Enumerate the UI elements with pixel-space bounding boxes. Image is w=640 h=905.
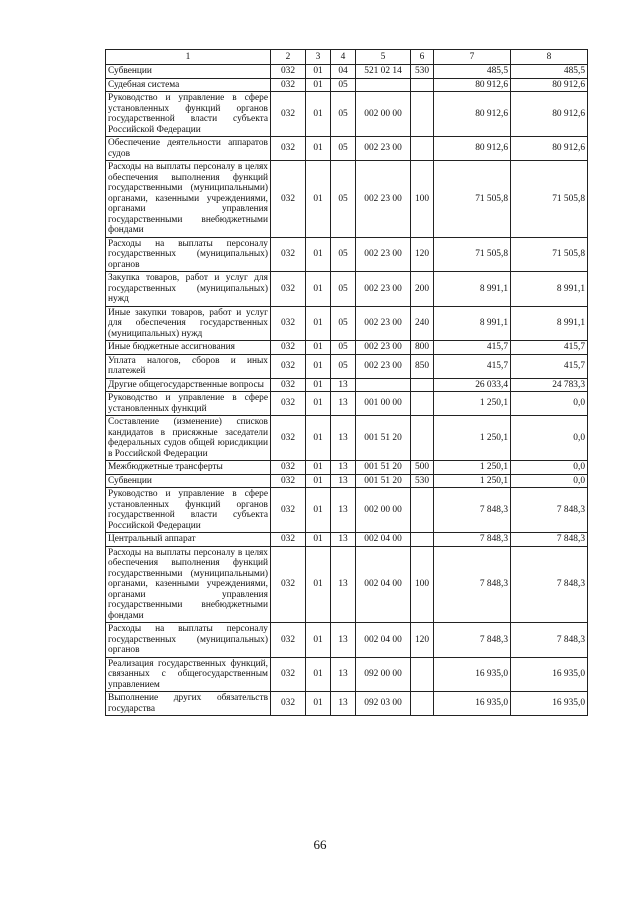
table-row [106,341,588,355]
target-article-cell: 002 23 00 [356,237,411,272]
code-cell: 032 [271,474,306,488]
amount-cell: 0,0 [511,474,588,488]
target-article-cell: 002 23 00 [356,137,411,161]
amount-cell: 26 033,4 [434,378,511,392]
row-name-cell: Закупка товаров, работ и услуг для государственных (муниципальных) нужд [106,272,271,307]
row-name-cell: Расходы на выплаты персоналу в целях обеспечения выполнения функций государственными (муниципальными) органами, казенными учреждениями, органами управления государственными внебюджетными фондами [106,161,271,238]
target-article-cell: 002 23 00 [356,306,411,341]
amount-cell: 1 250,1 [434,461,511,475]
subsection-cell: 13 [331,657,356,692]
budget-table [105,49,588,716]
code-cell: 032 [271,78,306,92]
row-name-cell: Субвенции [106,65,271,79]
subsection-cell: 05 [331,161,356,238]
header-cell: 6 [411,50,434,65]
table-row [106,546,588,623]
amount-cell: 485,5 [434,65,511,79]
target-article-cell: 521 02 14 [356,65,411,79]
target-article-cell: 002 23 00 [356,354,411,378]
row-name-cell: Центральный аппарат [106,533,271,547]
section-cell: 01 [306,137,331,161]
section-cell: 01 [306,623,331,658]
table-row [106,392,588,416]
code-cell: 032 [271,65,306,79]
table-header [106,50,588,65]
row-name-cell: Судебная система [106,78,271,92]
table-row [106,488,588,533]
amount-cell: 16 935,0 [511,692,588,716]
table-row [106,137,588,161]
expense-type-cell: 100 [411,546,434,623]
subsection-cell: 05 [331,341,356,355]
table-row [106,306,588,341]
section-cell: 01 [306,354,331,378]
amount-cell: 1 250,1 [434,474,511,488]
amount-cell: 7 848,3 [511,533,588,547]
subsection-cell: 13 [331,623,356,658]
subsection-cell: 13 [331,378,356,392]
code-cell: 032 [271,623,306,658]
table-row [106,461,588,475]
amount-cell: 7 848,3 [511,623,588,658]
section-cell: 01 [306,272,331,307]
amount-cell: 1 250,1 [434,416,511,461]
expense-type-cell: 500 [411,461,434,475]
table-row [106,378,588,392]
amount-cell: 7 848,3 [434,546,511,623]
amount-cell: 8 991,1 [434,306,511,341]
section-cell: 01 [306,78,331,92]
code-cell: 032 [271,657,306,692]
expense-type-cell: 800 [411,341,434,355]
table-row [106,533,588,547]
expense-type-cell: 120 [411,623,434,658]
code-cell: 032 [271,533,306,547]
subsection-cell: 13 [331,533,356,547]
subsection-cell: 13 [331,461,356,475]
subsection-cell: 05 [331,272,356,307]
target-article-cell [356,78,411,92]
amount-cell: 80 912,6 [434,78,511,92]
table-row [106,474,588,488]
target-article-cell: 001 00 00 [356,392,411,416]
section-cell: 01 [306,416,331,461]
expense-type-cell: 200 [411,272,434,307]
code-cell: 032 [271,341,306,355]
table-row [106,657,588,692]
expense-type-cell [411,378,434,392]
expense-type-cell [411,137,434,161]
row-name-cell: Межбюджетные трансферты [106,461,271,475]
header-cell: 1 [106,50,271,65]
subsection-cell: 04 [331,65,356,79]
table-row [106,416,588,461]
amount-cell: 71 505,8 [511,237,588,272]
section-cell: 01 [306,306,331,341]
table-row [106,692,588,716]
amount-cell: 80 912,6 [511,78,588,92]
row-name-cell: Другие общегосударственные вопросы [106,378,271,392]
expense-type-cell: 100 [411,161,434,238]
section-cell: 01 [306,392,331,416]
section-cell: 01 [306,692,331,716]
header-cell: 2 [271,50,306,65]
amount-cell: 8 991,1 [434,272,511,307]
subsection-cell: 13 [331,392,356,416]
amount-cell: 0,0 [511,416,588,461]
expense-type-cell [411,488,434,533]
subsection-cell: 05 [331,137,356,161]
code-cell: 032 [271,354,306,378]
code-cell: 032 [271,488,306,533]
amount-cell: 1 250,1 [434,392,511,416]
expense-type-cell [411,78,434,92]
target-article-cell: 092 00 00 [356,657,411,692]
amount-cell: 80 912,6 [434,137,511,161]
amount-cell: 415,7 [511,341,588,355]
amount-cell: 415,7 [511,354,588,378]
code-cell: 032 [271,546,306,623]
code-cell: 032 [271,92,306,137]
subsection-cell: 05 [331,306,356,341]
header-cell: 4 [331,50,356,65]
expense-type-cell: 530 [411,65,434,79]
expense-type-cell: 530 [411,474,434,488]
table-row [106,272,588,307]
amount-cell: 0,0 [511,392,588,416]
amount-cell: 16 935,0 [434,692,511,716]
target-article-cell: 001 51 20 [356,474,411,488]
amount-cell: 80 912,6 [511,92,588,137]
row-name-cell: Уплата налогов, сборов и иных платежей [106,354,271,378]
section-cell: 01 [306,341,331,355]
subsection-cell: 13 [331,416,356,461]
amount-cell: 415,7 [434,354,511,378]
table-body [106,65,588,716]
row-name-cell: Иные бюджетные ассигнования [106,341,271,355]
amount-cell: 80 912,6 [434,92,511,137]
row-name-cell: Иные закупки товаров, работ и услуг для обеспечения государственных (муниципальных) нужд [106,306,271,341]
code-cell: 032 [271,272,306,307]
subsection-cell: 05 [331,354,356,378]
amount-cell: 71 505,8 [434,237,511,272]
row-name-cell: Руководство и управление в сфере установленных функций [106,392,271,416]
amount-cell: 7 848,3 [434,488,511,533]
table-row [106,237,588,272]
expense-type-cell: 850 [411,354,434,378]
expense-type-cell [411,657,434,692]
expense-type-cell [411,692,434,716]
page-number: 66 [313,837,327,852]
target-article-cell: 002 23 00 [356,341,411,355]
expense-type-cell [411,392,434,416]
section-cell: 01 [306,461,331,475]
subsection-cell: 13 [331,474,356,488]
amount-cell: 7 848,3 [511,488,588,533]
target-article-cell: 002 04 00 [356,623,411,658]
expense-type-cell [411,533,434,547]
row-name-cell: Составление (изменение) списков кандидатов в присяжные заседатели федеральных судов общей юрисдикции в Российской Федерации [106,416,271,461]
subsection-cell: 05 [331,92,356,137]
row-name-cell: Расходы на выплаты персоналу государственных (муниципальных) органов [106,623,271,658]
section-cell: 01 [306,474,331,488]
target-article-cell: 002 23 00 [356,161,411,238]
row-name-cell: Руководство и управление в сфере установленных функций органов государственной власти субъекта Российской Федерации [106,488,271,533]
code-cell: 032 [271,306,306,341]
amount-cell: 7 848,3 [434,623,511,658]
target-article-cell: 001 51 20 [356,416,411,461]
expense-type-cell: 120 [411,237,434,272]
section-cell: 01 [306,488,331,533]
section-cell: 01 [306,657,331,692]
amount-cell: 485,5 [511,65,588,79]
amount-cell: 8 991,1 [511,272,588,307]
amount-cell: 16 935,0 [511,657,588,692]
target-article-cell: 002 00 00 [356,488,411,533]
section-cell: 01 [306,378,331,392]
target-article-cell: 002 00 00 [356,92,411,137]
amount-cell: 71 505,8 [511,161,588,238]
amount-cell: 8 991,1 [511,306,588,341]
subsection-cell: 13 [331,488,356,533]
section-cell: 01 [306,237,331,272]
row-name-cell: Выполнение других обязательств государства [106,692,271,716]
section-cell: 01 [306,546,331,623]
row-name-cell: Расходы на выплаты персоналу государственных (муниципальных) органов [106,237,271,272]
table-row [106,92,588,137]
row-name-cell: Обеспечение деятельности аппаратов судов [106,137,271,161]
header-cell: 3 [306,50,331,65]
code-cell: 032 [271,378,306,392]
header-cell: 5 [356,50,411,65]
amount-cell: 80 912,6 [511,137,588,161]
code-cell: 032 [271,416,306,461]
table-row [106,623,588,658]
table-row [106,161,588,238]
table-row [106,354,588,378]
row-name-cell: Субвенции [106,474,271,488]
code-cell: 032 [271,137,306,161]
expense-type-cell [411,92,434,137]
section-cell: 01 [306,533,331,547]
header-cell: 8 [511,50,588,65]
amount-cell: 7 848,3 [511,546,588,623]
amount-cell: 16 935,0 [434,657,511,692]
table-row [106,65,588,79]
subsection-cell: 13 [331,692,356,716]
target-article-cell: 002 04 00 [356,533,411,547]
code-cell: 032 [271,237,306,272]
target-article-cell: 002 23 00 [356,272,411,307]
row-name-cell: Руководство и управление в сфере установленных функций органов государственной власти субъекта Российской Федерации [106,92,271,137]
header-cell: 7 [434,50,511,65]
section-cell: 01 [306,65,331,79]
subsection-cell: 05 [331,78,356,92]
expense-type-cell: 240 [411,306,434,341]
section-cell: 01 [306,92,331,137]
target-article-cell: 002 04 00 [356,546,411,623]
header-row [106,50,588,65]
subsection-cell: 13 [331,546,356,623]
target-article-cell: 001 51 20 [356,461,411,475]
target-article-cell: 092 03 00 [356,692,411,716]
amount-cell: 24 783,3 [511,378,588,392]
amount-cell: 415,7 [434,341,511,355]
table-row [106,78,588,92]
section-cell: 01 [306,161,331,238]
amount-cell: 71 505,8 [434,161,511,238]
target-article-cell [356,378,411,392]
code-cell: 032 [271,692,306,716]
code-cell: 032 [271,461,306,475]
amount-cell: 0,0 [511,461,588,475]
code-cell: 032 [271,161,306,238]
code-cell: 032 [271,392,306,416]
amount-cell: 7 848,3 [434,533,511,547]
expense-type-cell [411,416,434,461]
row-name-cell: Реализация государственных функций, связанных с общегосударственным управлением [106,657,271,692]
row-name-cell: Расходы на выплаты персоналу в целях обеспечения выполнения функций государственными (муниципальными) органами, казенными учреждениями, органами управления государственными внебюджетными фондами [106,546,271,623]
subsection-cell: 05 [331,237,356,272]
